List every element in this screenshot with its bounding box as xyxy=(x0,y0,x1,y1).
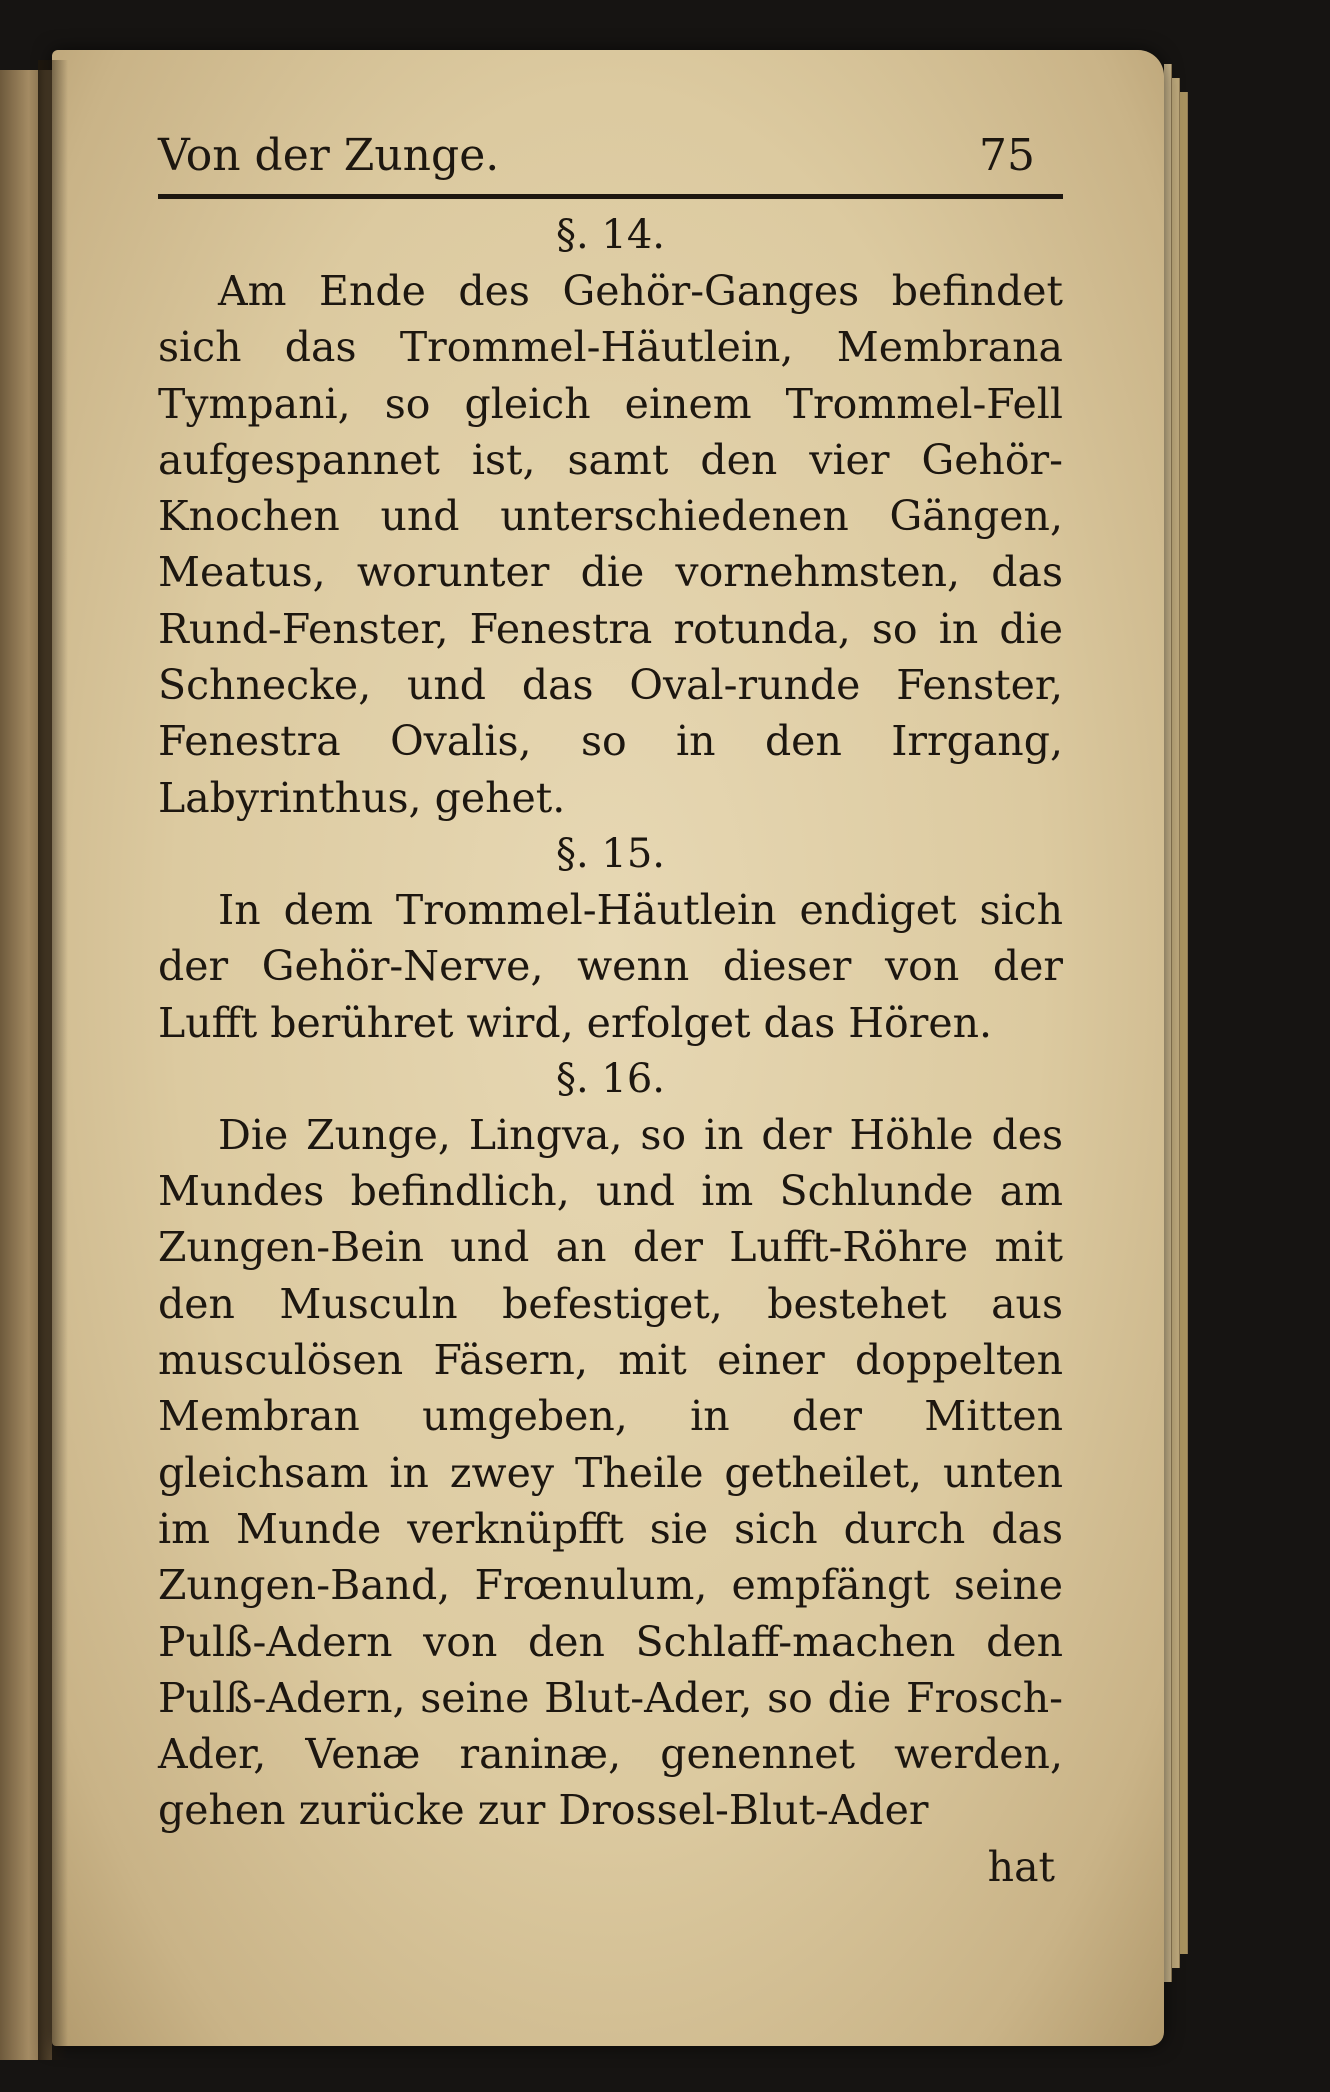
page-stack-edge xyxy=(1180,92,1188,1954)
header-rule xyxy=(158,194,1063,199)
section-mark-15: §. 15. xyxy=(555,830,666,877)
paragraph-16: Die Zunge, Lingva, so in der Höhle des Mundes befindlich, und im Schlunde am Zungen-Bein und an der Lufft-Röhre mit den Musculn befestiget, bestehet aus musculösen Fäsern, mit einer doppelten Membran umgeben, in der Mitten gleichsam in zwey Theile getheilet, unten im Munde verknüpfft sie sich durch das Zungen-Band, Frœnulum, empfängt seine Pulß-Adern von den Schlaff-machen den Pulß-Adern, seine Blut-Ader, so die Frosch-Ader, Venæ raninæ, genennet werden, gehen zurücke zur Drossel-Blut-Ader xyxy=(158,1110,1063,1835)
catchword: hat xyxy=(987,1842,1055,1891)
gutter-shadow xyxy=(38,60,68,2060)
running-title: Von der Zunge. xyxy=(158,130,500,181)
paragraph-15: In dem Trommel-Häutlein endiget sich der Gehör-Nerve, wenn dieser von der Lufft berühret wird, erfolget das Hören. xyxy=(158,885,1063,1047)
section-mark-16: §. 16. xyxy=(555,1055,666,1102)
paragraph-14: Am Ende des Gehör-Ganges befindet sich das Trommel-Häutlein, Membrana Tympani, so gleich einem Trommel-Fell aufgespannet ist, samt den vier Gehör-Knochen und unterschiedenen Gängen, Meatus, worunter die vornehmsten, das Rund-Fenster, Fenestra rotunda, so in die Schnecke, und das Oval-runde Fenster, Fenestra Ovalis, so in den Irrgang, Labyrinthus, gehet. xyxy=(158,267,1063,822)
page-number: 75 xyxy=(979,130,1035,181)
page-header xyxy=(158,130,1063,192)
page-text xyxy=(158,130,1063,1895)
page-stack-edge xyxy=(1172,78,1180,1968)
page-stack-edge xyxy=(1164,64,1172,1982)
section-mark-14: §. 14. xyxy=(555,212,666,258)
